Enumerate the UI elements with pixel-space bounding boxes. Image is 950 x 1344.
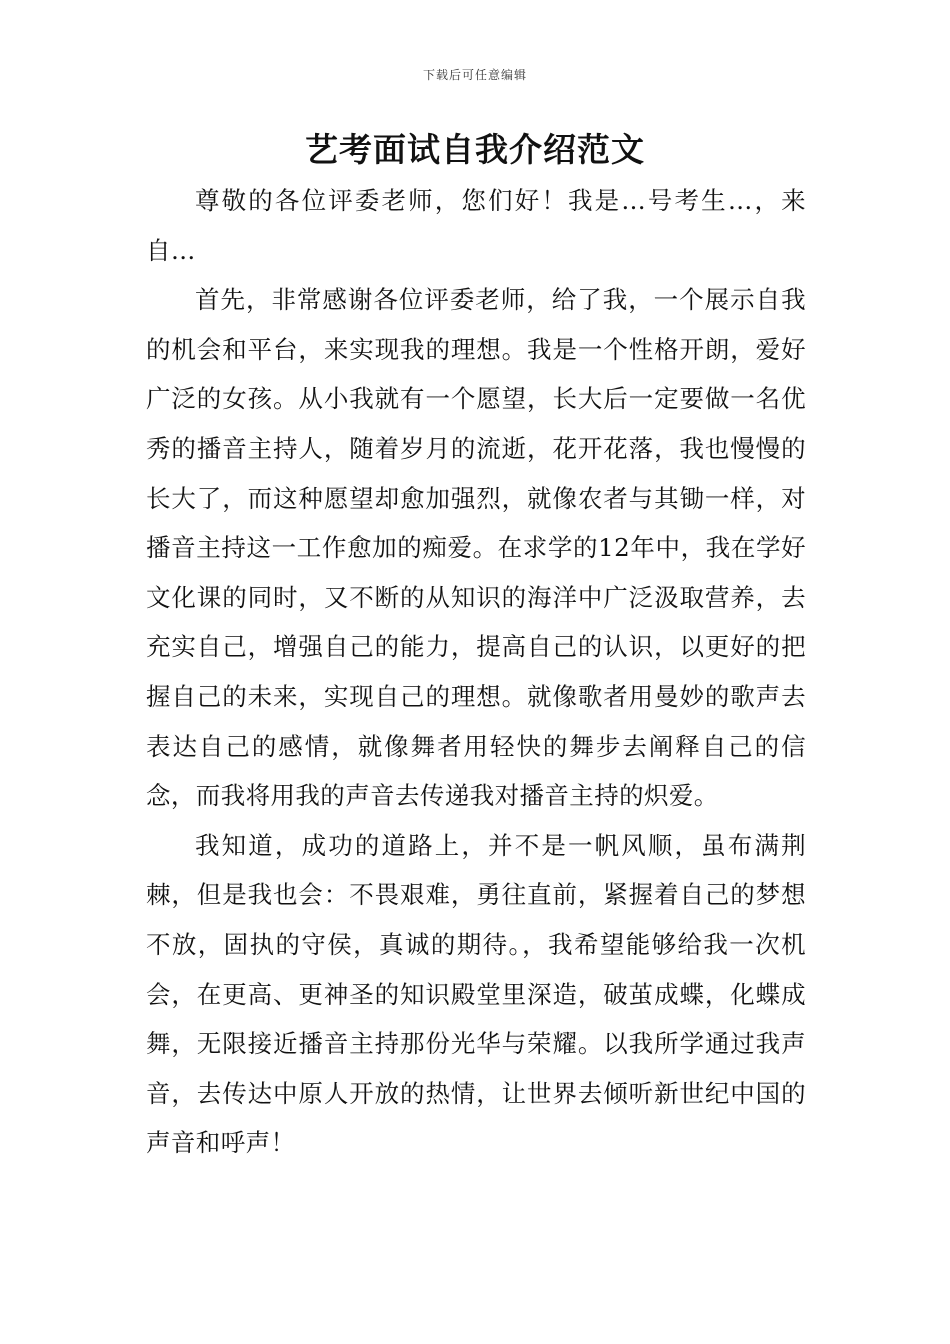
header-note: 下载后可任意编辑 [422, 68, 527, 82]
paragraph-introduction: 首先，非常感谢各位评委老师，给了我，一个展示自我的机会和平台，来实现我的理想。我是一个性格开朗，爱好广泛的女孩。从小我就有一个愿望，长大后一定要做一名优秀的播音主持人，随着岁月的流逝，花开花落，我也慢慢的长大了，而这种愿望却愈加强烈，就像农者与其锄一样，对播音主持这一工作愈加的痴爱。在求学的12年中，我在学好文化课的同时，又不断的从知识的海洋中广泛汲取营养，去充实自己，增强自己的能力，提高自己的认识，以更好的把握自己的未来，实现自己的理想。就像歌者用曼妙的歌声去表达自己的感情，就像舞者用轻快的舞步去阐释自己的信念，而我将用我的声音去传递我对播音主持的炽爱。 [146, 285, 806, 811]
document-title: 艺考面试自我介绍范文 [305, 130, 645, 169]
paragraph-greeting: 尊敬的各位评委老师，您们好！我是…号考生…，来自… [146, 186, 806, 265]
document-body [146, 176, 806, 1168]
paragraph-closing: 我知道，成功的道路上，并不是一帆风顺，虽布满荆棘，但是我也会：不畏艰难，勇往直前，紧握着自己的梦想不放，固执的守侯，真诚的期待。，我希望能够给我一次机会，在更高、更神圣的知识殿堂里深造，破茧成蝶，化蝶成舞，无限接近播音主持那份光华与荣耀。以我所学通过我声音，去传达中原人开放的热情，让世界去倾听新世纪中国的声音和呼声！ [146, 830, 806, 1158]
